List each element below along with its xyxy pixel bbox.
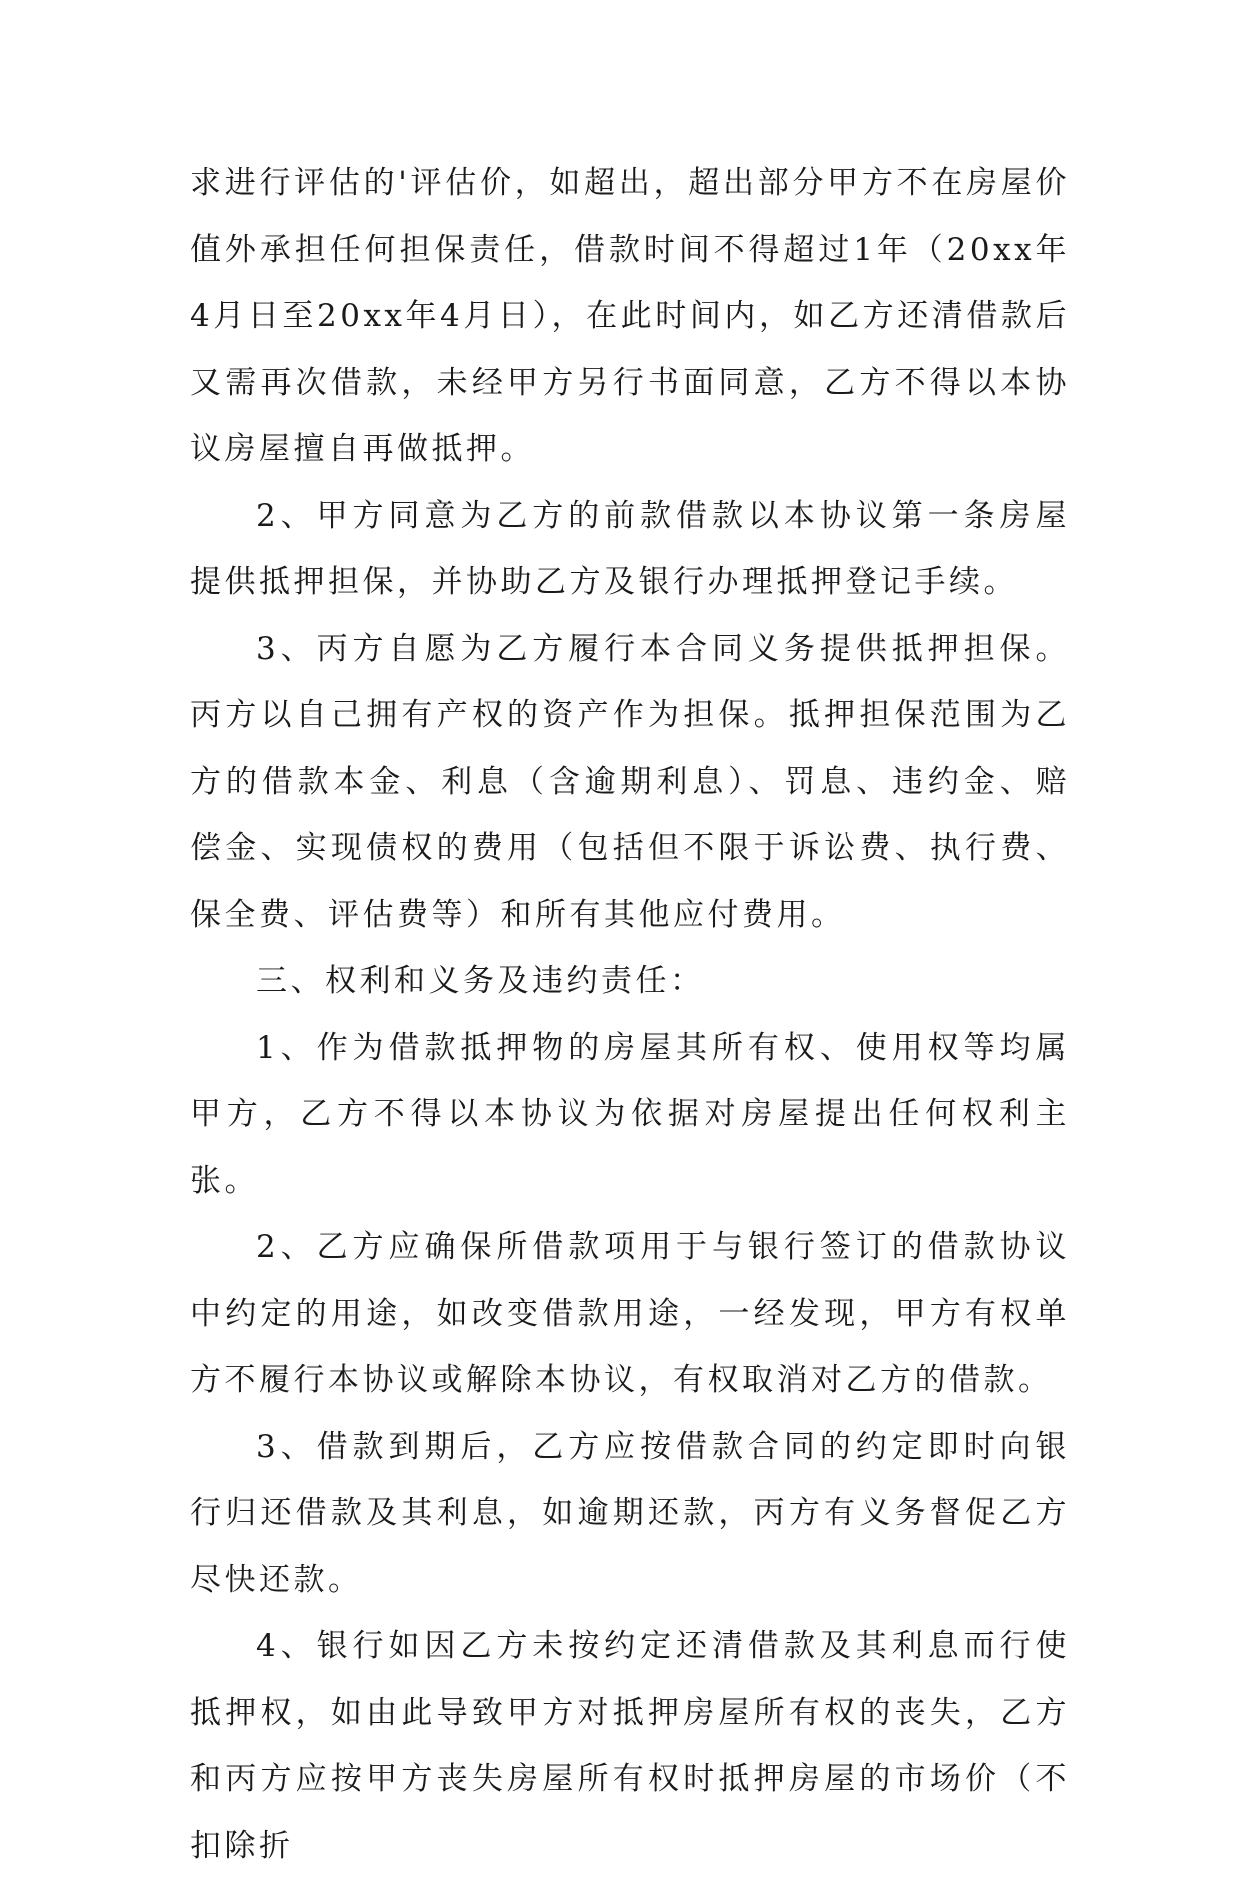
paragraph-clause-3-1: 1、作为借款抵押物的房屋其所有权、使用权等均属甲方，乙方不得以本协议为依据对房屋提出任何权利主张。 <box>190 1029 1070 1199</box>
paragraph-clause-3-3: 3、借款到期后，乙方应按借款合同的约定即时向银行归还借款及其利息，如逾期还款，丙方有义务督促乙方尽快还款。 <box>190 1428 1070 1598</box>
paragraph-clause-2-3: 3、丙方自愿为乙方履行本合同义务提供抵押担保。丙方以自己拥有产权的资产作为担保。抵押担保范围为乙方的借款本金、利息（含逾期利息）、罚息、违约金、赔偿金、实现债权的费用（包括但不限于诉讼费、执行费、保全费、评估费等）和所有其他应付费用。 <box>190 630 1070 933</box>
paragraph-continuation: 求进行评估的'评估价，如超出，超出部分甲方不在房屋价值外承担任何担保责任，借款时间不得超过1年（20xx年4月日至20xx年4月日），在此时间内，如乙方还清借款后又需再次借款，未经甲方另行书面同意，乙方不得以本协议房屋擅自再做抵押。 <box>190 165 1070 467</box>
paragraph-clause-3-2: 2、乙方应确保所借款项用于与银行签订的借款协议中约定的用途，如改变借款用途，一经发现，甲方有权单方不履行本协议或解除本协议，有权取消对乙方的借款。 <box>190 1229 1070 1398</box>
document-body <box>190 150 1070 1879</box>
section-heading-3: 三、权利和义务及违约责任： <box>256 963 705 999</box>
paragraph-clause-2-2: 2、甲方同意为乙方的前款借款以本协议第一条房屋提供抵押担保，并协助乙方及银行办理抵押登记手续。 <box>190 497 1070 600</box>
paragraph-clause-3-4: 4、银行如因乙方未按约定还清借款及其利息而行使抵押权，如由此导致甲方对抵押房屋所有权的丧失，乙方和丙方应按甲方丧失房屋所有权时抵押房屋的市场价（不扣除折 <box>190 1628 1070 1864</box>
